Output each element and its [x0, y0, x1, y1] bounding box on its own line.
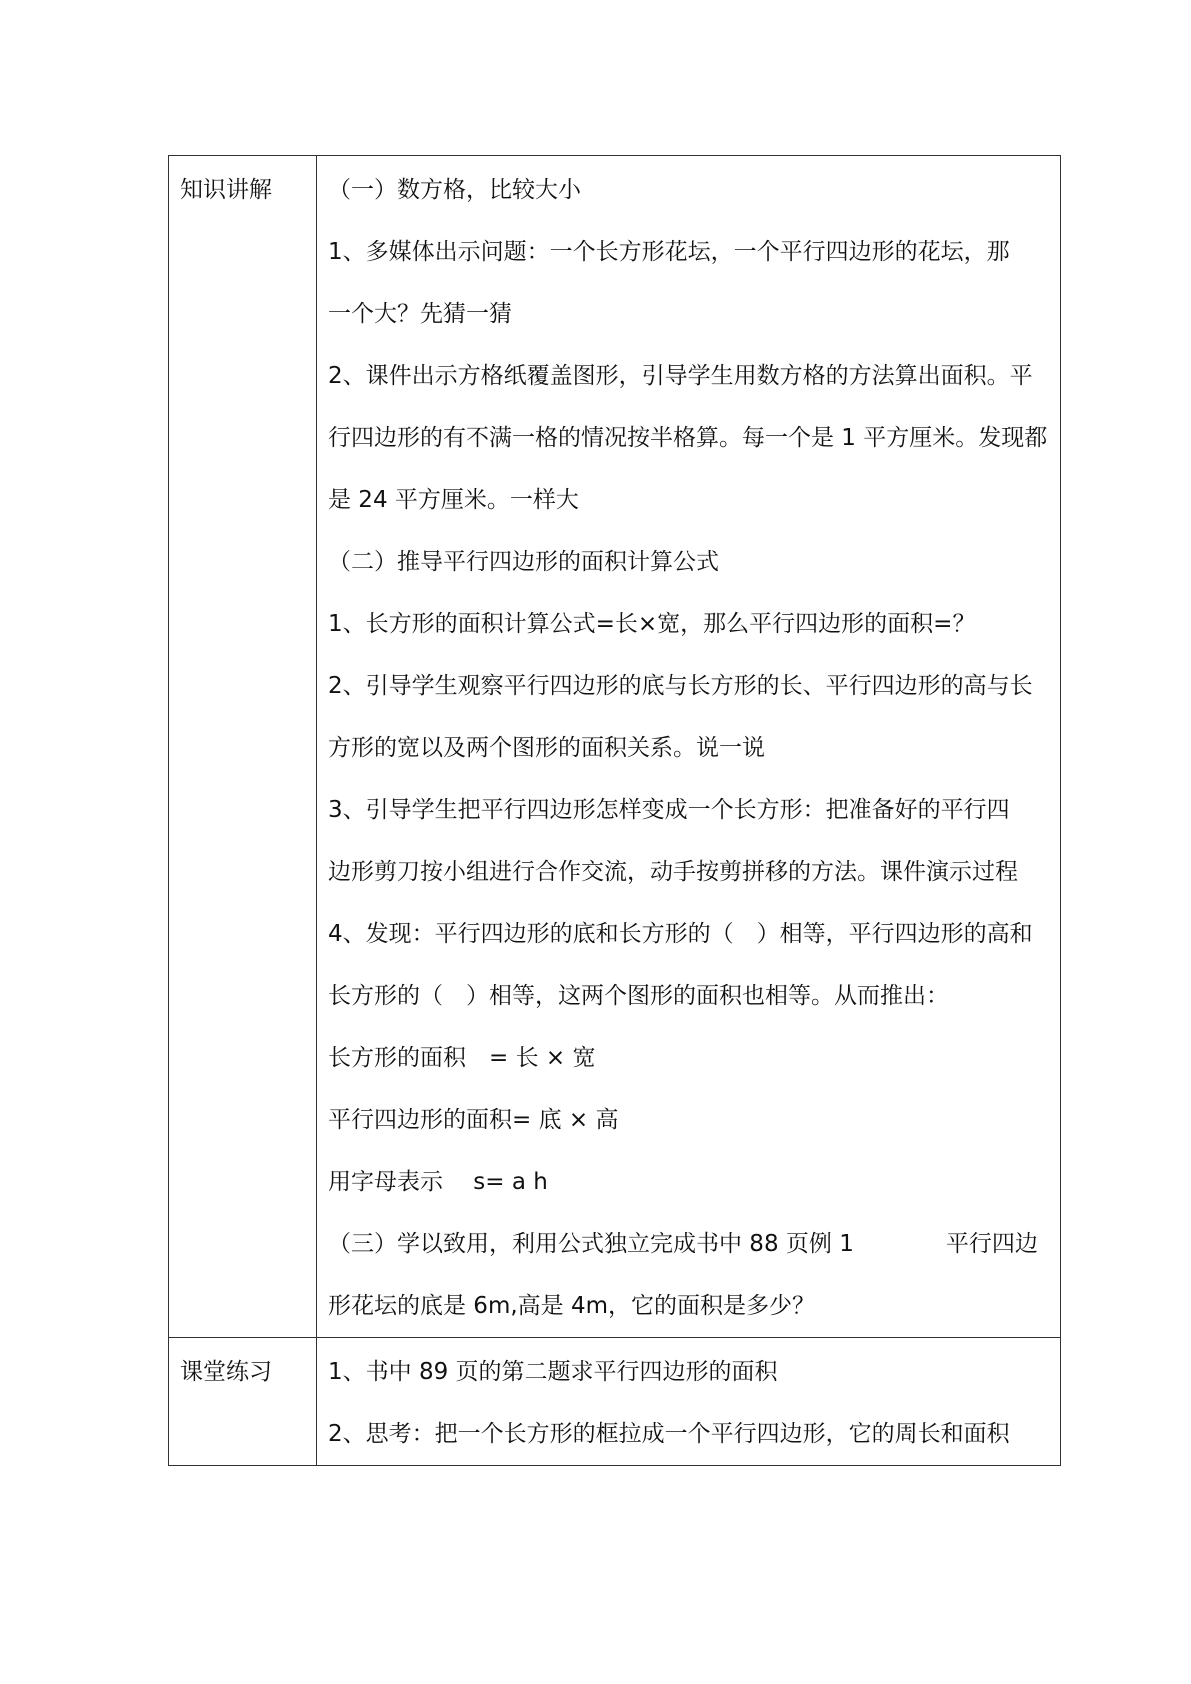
content-line: 4、发现：平行四边形的底和长方形的（ ）相等，平行四边形的高和 — [328, 921, 1033, 947]
row-label-cell — [169, 1338, 317, 1466]
content-line: 用字母表示 s= a h — [328, 1169, 548, 1195]
content-line: 形花坛的底是 6m,高是 4m，它的面积是多少？ — [328, 1293, 816, 1319]
content-line: 一个大？先猜一猜 — [328, 301, 512, 327]
content-line: （二）推导平行四边形的面积计算公式 — [328, 549, 719, 575]
content-line: 1、长方形的面积计算公式=长×宽，那么平行四边形的面积=？ — [328, 611, 976, 637]
content-line: 边形剪刀按小组进行合作交流，动手按剪拼移的方法。课件演示过程 — [328, 859, 1018, 885]
content-line: 3、引导学生把平行四边形怎样变成一个长方形：把准备好的平行四 — [328, 797, 1010, 823]
content-line: （三）学以致用，利用公式独立完成书中 88 页例 1 平行四边 — [328, 1231, 1038, 1257]
content-line: 长方形的面积 = 长 × 宽 — [328, 1045, 596, 1071]
content-line: 2、课件出示方格纸覆盖图形，引导学生用数方格的方法算出面积。平 — [328, 363, 1033, 389]
row-label-cell — [169, 156, 317, 1338]
row-content-cell — [317, 1338, 1061, 1466]
content-line: 行四边形的有不满一格的情况按半格算。每一个是 1 平方厘米。发现都 — [328, 425, 1048, 451]
content-line: 1、多媒体出示问题：一个长方形花坛，一个平行四边形的花坛，那 — [328, 239, 1010, 265]
row-label: 课堂练习 — [180, 1359, 272, 1385]
lesson-plan-table — [168, 155, 1061, 1466]
content-line: （一）数方格，比较大小 — [328, 177, 581, 203]
content-line: 长方形的（ ）相等，这两个图形的面积也相等。从而推出： — [328, 983, 949, 1009]
content-line: 是 24 平方厘米。一样大 — [328, 487, 579, 513]
row-label: 知识讲解 — [180, 177, 272, 203]
table-row-knowledge — [169, 156, 1061, 1338]
content-line: 方形的宽以及两个图形的面积关系。说一说 — [328, 735, 765, 761]
row-content-cell — [317, 156, 1061, 1338]
content-line: 平行四边形的面积= 底 × 高 — [328, 1107, 619, 1133]
content-line: 2、思考：把一个长方形的框拉成一个平行四边形，它的周长和面积 — [328, 1421, 1010, 1447]
content-line: 1、书中 89 页的第二题求平行四边形的面积 — [328, 1359, 778, 1385]
content-line: 2、引导学生观察平行四边形的底与长方形的长、平行四边形的高与长 — [328, 673, 1033, 699]
table-row-practice — [169, 1338, 1061, 1466]
